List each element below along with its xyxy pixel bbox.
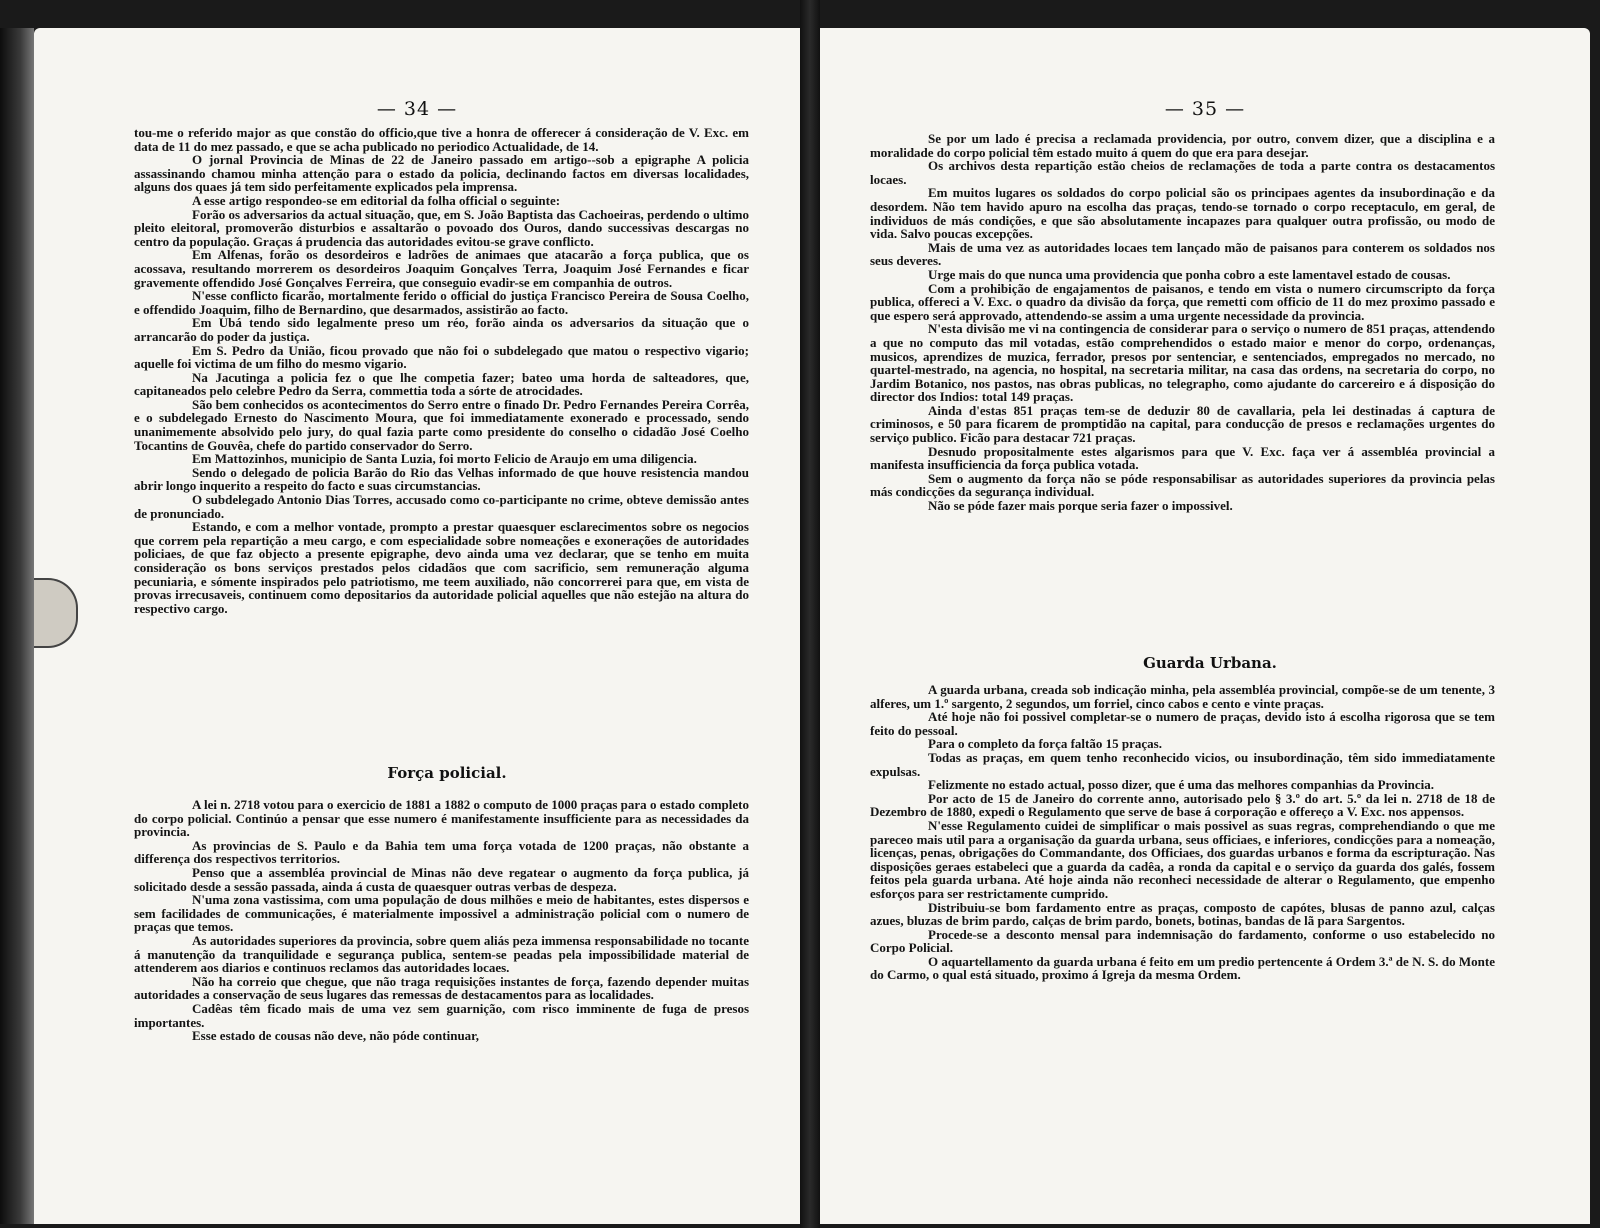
paragraph: Forão os adversarios da actual situação, que, em S. João Baptista das Cachoeiras, perdendo o ultimo pleito eleitoral, promoverão disturbios e assaltarão o povoado dos Ouros, dando successivas descargas no centro da população. Graças á prudencia das autoridades evitou-se grave conflicto.: [134, 206, 749, 249]
paragraph: Com a prohibição de engajamentos de paisanos, e tendo em vista o numero circumscripto da força publica, offereci a V. Exc. o quadro da divisão da força, que remetti com officio de 11 do mez proximo passado e que espero será approvado, attendendo-se assim a uma urgente necessidade da provincia.: [870, 280, 1495, 323]
paragraph: O subdelegado Antonio Dias Torres, accusado como co-participante no crime, obteve demissão antes de pronunciado.: [134, 492, 749, 521]
right-page-body: [870, 132, 1495, 513]
book-edge: [0, 28, 34, 1224]
paragraph: Penso que a assembléa provincial de Minas não deve regatear o augmento da força publica, já solicitado desde a sessão passada, ainda á custa de quaesquer outras verbas de despeza.: [134, 864, 749, 894]
paragraph: As provincias de S. Paulo e da Bahia tem uma força votada de 1200 praças, não obstante a differença dos respectivos territorios.: [134, 837, 749, 867]
paragraph: Não ha correio que chegue, que não traga requisições instantes de força, fazendo depender muitas autoridades a conservação de seus lugares das remessas de destacamentos para as localidades.: [134, 973, 749, 1003]
right-page: [820, 28, 1590, 1224]
paragraph: São bem conhecidos os acontecimentos do Serro entre o finado Dr. Pedro Fernandes Pereira Corrêa, e o subdelegado Ernesto do Nascimento Moura, que foi immediatamente exonerado e processado, sendo unanimemente absolvido pelo jury, do qual fazia parte como presidente do conselho o cidadão José Coelho Tocantins de Gouvêa, chefe do partido conservador do Serro.: [134, 396, 749, 453]
paragraph: Até hoje não foi possivel completar-se o numero de praças, devido isto á escolha rigorosa que se tem feito do pessoal.: [870, 709, 1495, 738]
paragraph: Para o completo da força faltão 15 praças.: [928, 736, 1162, 752]
page-number: — 35 —: [1164, 98, 1246, 120]
paragraph: Em Mattozinhos, municipio de Santa Luzia, foi morto Felicio de Araujo em uma diligencia.: [192, 451, 697, 467]
paragraph: N'esse Regulamento cuidei de simplificar o mais possivel as suas regras, comprehendiando o que me pareceo mais util para a organisação da guarda urbana, seus officiaes, e inferiores, condicções para a nomeação, licenças, penas, obrigações do Commandante, dos Officiaes, dos guardas urbanos e forma da escripturação. Nas disposições geraes estabeleci que a guarda da cadêa, a ronda da capital e o serviço da guarda dos galés, fossem feitos pela guarda urbana. Até hoje ainda não reconheci necessidade de alterar o Regulamento, que empenho esforços para ser restrictamente cumprido.: [870, 817, 1495, 901]
paragraph: Urge mais do que nunca uma providencia que ponha cobro a este lamentavel estado de cousas.: [928, 266, 1451, 282]
paragraph: Esse estado de cousas não deve, não póde continuar,: [192, 1028, 480, 1044]
paragraph: N'esta divisão me vi na contingencia de considerar para o serviço o numero de 851 praças, attendendo a que no computo das mil votadas, estão comprehendidos o estado maior e menor do corpo, ordenanças, musicos, aprendizes de muzica, ferrador, presos por sentenciar, e sentenciados, empregados no mercado, no quartel-mestrado, na agencia, no hospital, na secretaria militar, na casa das ordens, na secretaria do corpo, no Jardim Botanico, nos pastos, nas obras publicas, no telegrapho, como ajudante do carcereiro e á disposição do director dos Indios: total 149 praças.: [870, 321, 1495, 405]
paragraph: O jornal Provincia de Minas de 22 de Janeiro passado em artigo--sob a epigraphe A policia assassinando chamou minha attenção para o estado da policia, declinando factos em diversas localidades, alguns dos quaes já tem sido perfeitamente explicados pela imprensa.: [134, 152, 749, 195]
paragraph: A esse artigo respondeo-se em editorial da folha official o seguinte:: [192, 192, 561, 208]
paragraph: Procede-se a desconto mensal para indemnisação do fardamento, conforme o uso estabelecido no Corpo Policial.: [870, 926, 1495, 956]
paragraph: Todas as praças, em quem tenho reconhecido vicios, ou insubordinação, têm sido immediatamente expulsas.: [870, 749, 1495, 779]
paragraph: Sem o augmento da força não se póde responsabilisar as autoridades superiores da provincia pelas más condicções da segurança individual.: [870, 470, 1495, 500]
paragraph: Em Ubá tendo sido legalmente preso um réo, forão ainda os adversarios da situação que o arrancarão do poder da justiça.: [134, 315, 749, 344]
page-number: — 34 —: [376, 98, 458, 120]
left-page-body: [134, 126, 749, 615]
paragraph: Mais de uma vez as autoridades locaes tem lançado mão de paisanos para conterem os soldados nos seus deveres.: [870, 239, 1495, 269]
paragraph: A guarda urbana, creada sob indicação minha, pela assembléa provincial, compõe-se de um tenente, 3 alferes, um 1.º sargento, 2 segundos, um forriel, cinco cabos e cento e vinte praças.: [870, 682, 1495, 711]
section-title: Força policial.: [387, 764, 507, 782]
paragraph: Sendo o delegado de policia Barão do Rio das Velhas informado de que houve resistencia mandou abrir longo inquerito a respeito do facto e suas circumstancias.: [134, 464, 749, 494]
paragraph: As autoridades superiores da provincia, sobre quem aliás peza immensa responsabilidade no tocante á manutenção da tranquilidade e segurança publica, sentem-se peadas pela impossibilidade material de attenderem aos diarios e continuos reclamos das autoridades locaes.: [134, 932, 749, 976]
paragraph: Ainda d'estas 851 praças tem-se de deduzir 80 de cavallaria, pela lei destinadas á captura de criminosos, e 50 para ficarem de promptidão na capital, para conducção de presos e reclamações urgentes do serviço publico. Ficão para destacar 721 praças.: [870, 402, 1495, 446]
paragraph: Os archivos desta repartição estão cheios de reclamações de toda a parte contra os destacamentos locaes.: [870, 158, 1495, 187]
paragraph: Em muitos lugares os soldados do corpo policial são os principaes agentes da insubordinação e da desordem. Não tem havido apuro na escolha das praças, tendo-se tornado o corpo receptaculo, em geral, de individuos de más condições, e que são absolutamente incapazes para qualquer outra profissão, ou modo de vida. Salvo poucas excepções.: [870, 185, 1495, 242]
paragraph: Não se póde fazer mais porque seria fazer o impossivel.: [928, 498, 1233, 514]
left-page: [34, 28, 800, 1224]
paragraph: Se por um lado é precisa a reclamada providencia, por outro, convem dizer, que a disciplina e a moralidade do corpo policial têm estado muito á quem do que era para desejar.: [870, 131, 1495, 160]
section-title: Guarda Urbana.: [1143, 654, 1277, 672]
paragraph: Estando, e com a melhor vontade, prompto a prestar quaesquer esclarecimentos sobre os negocios que correm pela repartição a meu cargo, e com especialidade sobre nomeações e exonerações de autoridades policiaes, de que faz objecto a presente epigraphe, devo ainda uma vez declarar, que se tenho em muita consideração os bons serviços prestados pelos cidadãos que com sacrificio, sem remuneração alguma pecuniaria, e sómente inspirados pelo patriotismo, me teem auxiliado, não concorrerei para que, em vista de provas irrecusaveis, continuem como depositarios da autoridade policial aquelles que não estejão na altura do respectivo cargo.: [134, 519, 749, 616]
paragraph: Por acto de 15 de Janeiro do corrente anno, autorisado pelo § 3.º do art. 5.º da lei n. 2718 de 18 de Dezembro de 1880, expedi o Regulamento que serve de base á corporação e offereço a V. Exc. nos appensos.: [870, 790, 1495, 820]
right-section-body: [870, 683, 1495, 982]
paragraph: N'esse conflicto ficarão, mortalmente ferido o official do justiça Francisco Pereira de Sousa Coelho, e offendido Joaquim, filho de Bernardino, que desarmados, assistirão ao facto.: [134, 288, 749, 317]
paragraph: N'uma zona vastissima, com uma população de dous milhões e meio de habitantes, estes dispersos e sem facilidades de communicações, é materialmente impossivel a administração policial com o numero de praças que temos.: [134, 892, 749, 935]
paragraph: Na Jacutinga a policia fez o que lhe competia fazer; bateo uma horda de salteadores, que, capitaneados pelo celebre Pedro da Serra, commettia toda a sórte de atrocidades.: [134, 369, 749, 399]
paragraph: A lei n. 2718 votou para o exercicio de 1881 a 1882 o computo de 1000 praças para o estado completo do corpo policial. Continúo a pensar que esse numero é manifestamente insufficiente para as necessidades da provincia.: [134, 797, 749, 840]
paragraph: Em Alfenas, forão os desordeiros e ladrões de animaes que atacarão a força publica, que os acossava, resultando morrerem os desordeiros Joaquim Gonçalves Terra, Joaquim José Fernandes e ficar gravemente offendido José Gonçalves Ferreira, que conseguio evadir-se em companhia de outros.: [134, 247, 749, 290]
paragraph: O aquartellamento da guarda urbana é feito em um predio pertencente á Ordem 3.ª de N. S. do Monte do Carmo, o qual está situado, proximo á Igreja da mesma Ordem.: [870, 953, 1495, 983]
paragraph: Desnudo propositalmente estes algarismos para que V. Exc. faça ver á assembléa provincial a manifesta insufficiencia da força publica votada.: [870, 443, 1495, 473]
paragraph: Felizmente no estado actual, posso dizer, que é uma das melhores companhias da Provincia.: [928, 777, 1435, 793]
left-section-body: [134, 798, 749, 1043]
paragraph: tou-me o referido major as que constão do officio,que tive a honra de offerecer á consideração de V. Exc. em data de 11 do mez passado, e que se acha publicado no periodico Actualidade, de 14.: [134, 125, 749, 154]
paragraph: Em S. Pedro da União, ficou provado que não foi o subdelegado que matou o respectivo vigario; aquelle foi victima de um filho do mesmo vigario.: [134, 342, 749, 372]
paragraph: Cadêas têm ficado mais de uma vez sem guarnição, com risco imminente de fuga de presos importantes.: [134, 1000, 749, 1030]
paragraph: Distribuiu-se bom fardamento entre as praças, composto de capótes, blusas de panno azul, calças azues, bluzas de brim pardo, calças de brim pardo, bonets, botinas, bandas de lã para Sargentos.: [870, 899, 1495, 929]
book-gutter: [800, 0, 820, 1228]
